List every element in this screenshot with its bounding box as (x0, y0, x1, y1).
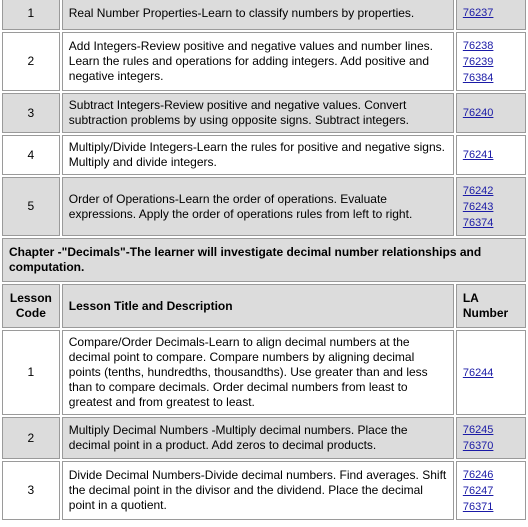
lesson-description: Add Integers-Review positive and negative values and number lines. Learn the rules and operations for adding integers. Add positive and negative integers. (62, 32, 454, 91)
lesson-description: Compare/Order Decimals-Learn to align decimal numbers at the decimal point to compare. Compare numbers by aligning decimal points (tenths, hundredths, thousandths). Use greater than and less than to compare decimals. Order decimal numbers from least to greatest and from greatest to least. (62, 330, 454, 415)
lessons-bottom (2, 330, 526, 520)
la-number-link[interactable]: 76241 (462, 149, 494, 161)
header-lesson-title: Lesson Title and Description (62, 284, 454, 328)
la-number-link[interactable]: 76242 (462, 184, 494, 197)
table-row (2, 32, 526, 91)
lesson-code: 1 (2, 0, 60, 30)
la-number-link[interactable]: 76244 (462, 366, 494, 379)
table-row (2, 0, 526, 30)
chapter-section (2, 238, 526, 328)
lesson-code: 1 (2, 330, 60, 415)
la-number-link[interactable]: 76370 (462, 440, 494, 452)
la-number-cell (456, 0, 526, 30)
header-lesson-code: Lesson Code (2, 284, 60, 328)
la-number-link[interactable]: 76237 (462, 7, 494, 19)
la-number-cell (456, 417, 526, 459)
la-number-link[interactable]: 76384 (462, 71, 494, 84)
la-number-link[interactable]: 76238 (462, 39, 494, 52)
lesson-description: Real Number Properties-Learn to classify numbers by properties. (62, 0, 454, 30)
table-row (2, 417, 526, 459)
la-number-cell (456, 32, 526, 91)
lesson-description: Order of Operations-Learn the order of operations. Evaluate expressions. Apply the order of operations rules from left to right. (62, 177, 454, 236)
header-row (2, 284, 526, 328)
la-number-link[interactable]: 76247 (462, 484, 494, 497)
lesson-code: 2 (2, 417, 60, 459)
lesson-code: 5 (2, 177, 60, 236)
table-row (2, 330, 526, 415)
lessons-top (2, 0, 526, 236)
table-row (2, 461, 526, 520)
la-number-cell (456, 330, 526, 415)
la-number-cell (456, 461, 526, 520)
lesson-description: Multiply/Divide Integers-Learn the rules for positive and negative signs. Multiply and divide integers. (62, 135, 454, 175)
chapter-row (2, 238, 526, 282)
lesson-description: Multiply Decimal Numbers -Multiply decimal numbers. Place the decimal point in a product. Add zeros to decimal products. (62, 417, 454, 459)
lesson-description: Subtract Integers-Review positive and negative values. Convert subtraction problems by using opposite signs. Subtract integers. (62, 93, 454, 133)
lesson-description: Divide Decimal Numbers-Divide decimal numbers. Find averages. Shift the decimal point in the divisor and the dividend. Place the decimal point in a quotient. (62, 461, 454, 520)
la-number-link[interactable]: 76239 (462, 55, 494, 68)
la-number-link[interactable]: 76243 (462, 200, 494, 213)
lesson-code: 2 (2, 32, 60, 91)
table-row (2, 177, 526, 236)
lesson-code: 3 (2, 461, 60, 520)
table-row (2, 93, 526, 133)
table-row (2, 135, 526, 175)
la-number-cell (456, 93, 526, 133)
la-number-link[interactable]: 76240 (462, 107, 494, 119)
lesson-code: 3 (2, 93, 60, 133)
chapter-title: Chapter -"Decimals"-The learner will investigate decimal number relationships and computation. (2, 238, 526, 282)
header-la-number: LA Number (456, 284, 526, 328)
la-number-link[interactable]: 76245 (462, 424, 494, 436)
la-number-cell (456, 135, 526, 175)
la-number-cell (456, 177, 526, 236)
lesson-code: 4 (2, 135, 60, 175)
la-number-link[interactable]: 76371 (462, 500, 494, 513)
la-number-link[interactable]: 76246 (462, 468, 494, 481)
la-number-link[interactable]: 76374 (462, 216, 494, 229)
